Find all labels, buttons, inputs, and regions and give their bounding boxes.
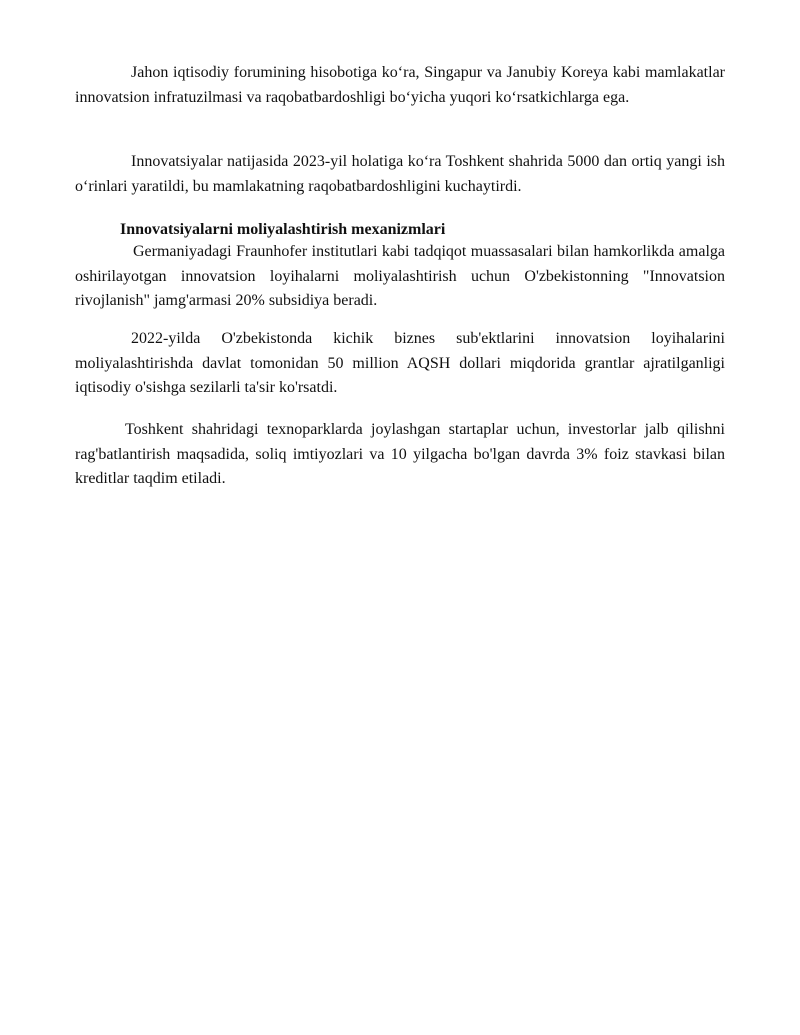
- paragraph-jobs-created: Innovatsiyalar natijasida 2023-yil holatiga ko‘ra Toshkent shahrida 5000 dan ortiq yangi ish o‘rinlari yaratildi, bu mamlakatning raqobatbardoshligini kuchaytirdi.: [75, 153, 725, 195]
- section-heading: Innovatsiyalarni moliyalashtirish mexanizmlari: [120, 221, 446, 238]
- paragraph-grants: 2022-yilda O'zbekistonda kichik biznes sub'ektlarini innovatsion loyihalarini moliyalashtirishda davlat tomonidan 50 million AQSH dollari miqdorida grantlar ajratilganligi iqtisodiy o'sishga sezilarli ta'sir ko'rsatdi.: [75, 330, 725, 396]
- paragraph-subsidy: Germaniyadagi Fraunhofer institutlari kabi tadqiqot muassasalari bilan hamkorlikda amalga oshirilayotgan innovatsion loyihalarni moliyalashtirish uchun O'zbekistonning "Innovatsion rivojlanish" jamg'armasi 20% subsidiya beradi.: [75, 243, 725, 309]
- paragraph-forum-report: Jahon iqtisodiy forumining hisobotiga ko‘ra, Singapur va Janubiy Koreya kabi mamlakatlar innovatsion infratuzilmasi va raqobatbardoshligi bo‘yicha yuqori ko‘rsatkichlarga ega.: [75, 64, 725, 106]
- paragraph-technopark-credits: Toshkent shahridagi texnoparklarda joylashgan startaplar uchun, investorlar jalb qilishni rag'batlantirish maqsadida, soliq imtiyozlari va 10 yilgacha bo'lgan davrda 3% foiz stavkasi bilan kreditlar taqdim etiladi.: [75, 421, 725, 487]
